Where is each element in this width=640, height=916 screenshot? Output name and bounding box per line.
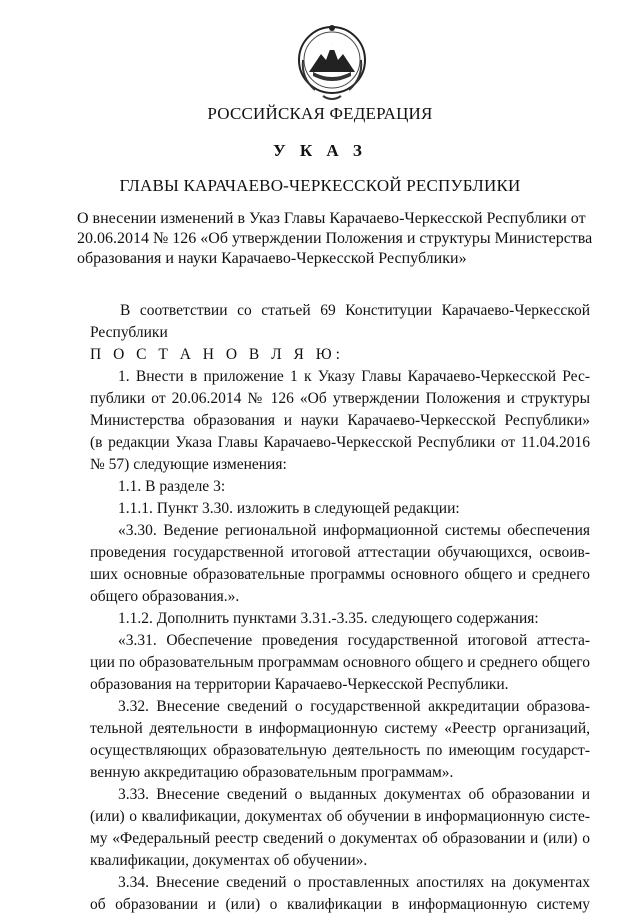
item-3-30-line: ших основные образовательные программы основного общего и среднего — [90, 566, 590, 583]
item-3-34-line: об образовании и (или) о квалификации в информационную систему — [90, 896, 590, 913]
item-3-31-line: «3.31. Обеспечение проведения государственной итоговой аттеста- — [118, 632, 590, 649]
item-3-31-line: ции по образовательным программам основного общего и среднего общего — [90, 654, 590, 671]
item-3-30-line: «3.30. Ведение региональной информационной системы обеспечения — [118, 522, 590, 539]
issuer-heading: ГЛАВЫ КАРАЧАЕВО-ЧЕРКЕССКОЙ РЕСПУБЛИКИ — [119, 176, 521, 195]
paragraph-1-line: 1. Внести в приложение 1 к Указу Главы Карачаево-Черкесской Рес- — [118, 368, 590, 385]
document-title — [77, 209, 593, 269]
document-body — [90, 300, 590, 916]
document-type-heading: У К А З — [273, 141, 367, 160]
paragraph-1-line: (в редакции Указа Главы Карачаево-Черкесской Республики от 11.04.2016 — [90, 434, 590, 451]
paragraph-1-line: Министерства образования и науки Карачаево-Черкесской Республики» — [90, 412, 590, 429]
coat-of-arms-emblem — [295, 20, 369, 104]
section-1-1: 1.1. В разделе 3: — [118, 478, 226, 495]
item-3-30-line: проведения государственной итоговой аттестации обучающихся, освоив- — [90, 544, 590, 561]
item-3-32-line: 3.32. Внесение сведений о государственной аккредитации образова- — [118, 698, 590, 715]
item-3-33-line: квалификации, документах об обучении». — [90, 852, 368, 869]
item-3-32-line: тельной деятельности в информационную систему «Реестр организаций, — [90, 720, 590, 737]
paragraph-1-line: № 57) следующие изменения: — [90, 456, 287, 473]
item-3-33-line: 3.33. Внесение сведений о выданных документах об образовании и — [118, 786, 590, 803]
item-3-33-line: (или) о квалификации, документах об обучении в информационную систе- — [90, 808, 590, 825]
preamble-line: Республики — [90, 324, 168, 341]
item-3-31-line: образования на территории Карачаево-Черкесской Республики. — [90, 676, 509, 693]
item-3-34-line: 3.34. Внесение сведений о проставленных апостилях на документах — [118, 874, 590, 891]
paragraph-1-line: публики от 20.06.2014 № 126 «Об утверждении Положения и структуры — [90, 390, 590, 407]
item-3-32-line: осуществляющих образовательную деятельность по имеющим государст- — [90, 742, 590, 759]
title-line: образования и науки Карачаево-Черкесской Республики» — [77, 250, 467, 267]
title-line: О внесении изменений в Указ Главы Карачаево-Черкесской Республики от — [77, 210, 586, 227]
item-3-33-line: му «Федеральный реестр сведений о документах об образовании и (или) о — [90, 830, 590, 847]
decree-word: П О С Т А Н О В Л Я Ю: — [90, 346, 344, 363]
item-1-1-2: 1.1.2. Дополнить пунктами 3.31.-3.35. следующего содержания: — [118, 610, 539, 627]
item-3-32-line: венную аккредитацию образовательным программам». — [90, 764, 454, 781]
preamble-line: В соответствии со статьей 69 Конституции Карачаево-Черкесской — [120, 302, 590, 319]
item-1-1-1: 1.1.1. Пункт 3.30. изложить в следующей редакции: — [118, 500, 460, 517]
item-3-30-line: общего образования.». — [90, 588, 240, 605]
title-line: 20.06.2014 № 126 «Об утверждении Положения и структуры Министерства — [77, 230, 593, 247]
country-heading: РОССИЙСКАЯ ФЕДЕРАЦИЯ — [207, 104, 433, 123]
